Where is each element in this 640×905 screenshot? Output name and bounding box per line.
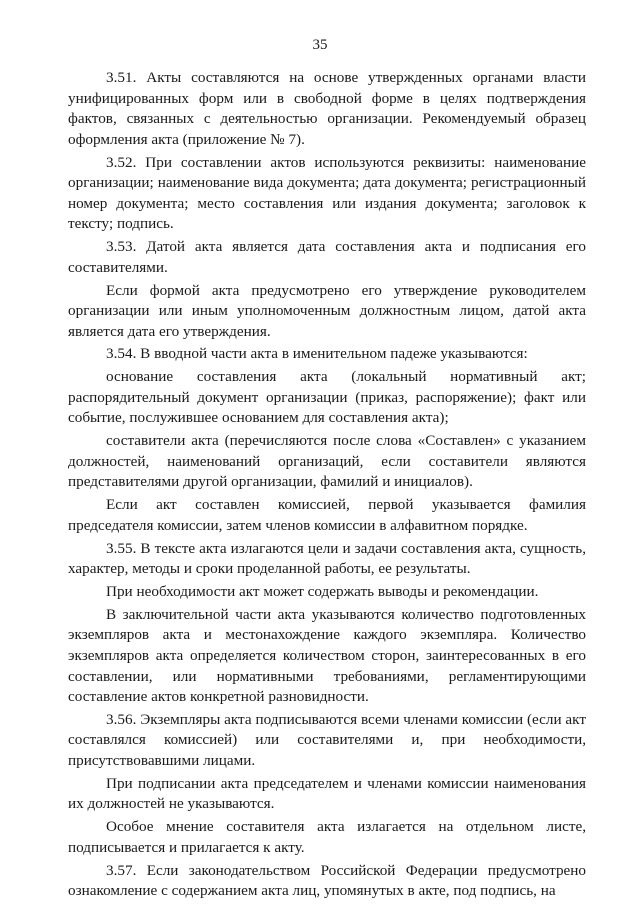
paragraph-3-52: 3.52. При составлении актов используются реквизиты: наименование организации; наименование вида документа; дата документа; регистрационный номер документа; место составления или издания документа; заголовок к тексту; подпись.: [68, 153, 586, 233]
paragraph-3-54: 3.54. В вводной части акта в именительном падеже указываются:: [106, 345, 528, 363]
paragraph-dissent: Особое мнение составителя акта излагается на отдельном листе, подписывается и прилагается к акту.: [68, 818, 586, 856]
paragraph-3-51: 3.51. Акты составляются на основе утвержденных органами власти унифицированных форм или в свободной форме в целях подтверждения фактов, связанных с деятельностью организации. Рекомендуемый образец оформления акта (приложение № 7).: [68, 69, 586, 148]
paragraph-commission: Если акт составлен комиссией, первой указывается фамилия председателя комиссии, затем членов комиссии в алфавитном порядке.: [68, 496, 586, 534]
page-number: 35: [312, 37, 328, 53]
paragraph-basis: основание составления акта (локальный нормативный акт; распорядительный документ организации (приказ, распоряжение); факт или событие, послужившее основанием для составления акта);: [68, 368, 586, 427]
paragraph-signing: При подписании акта председателем и членами комиссии наименования их должностей не указываются.: [68, 774, 586, 813]
paragraph-3-57: 3.57. Если законодательством Российской Федерации предусмотрено ознакомление с содержанием акта лиц, упомянутых в акте, под подпись, на: [68, 861, 586, 900]
paragraph-3-53: 3.53. Датой акта является дата составления акта и подписания его составителями.: [68, 238, 586, 276]
paragraph-3-56: 3.56. Экземпляры акта подписываются всеми членами комиссии (если акт составлялся комиссией) или составителями и, при необходимости, присутствовавшими лицами.: [68, 710, 586, 770]
document-body: [68, 68, 586, 904]
paragraph-final-part: В заключительной части акта указываются количество подготовленных экземпляров акта и местонахождение каждого экземпляра. Количество экземпляров акта определяется количеством сторон, заинтересованных в его составлении, или нормативными требованиями, регламентирующими составление актов конкретной разновидности.: [68, 605, 586, 706]
paragraph-approval-date: Если формой акта предусмотрено его утверждение руководителем организации или иным уполномоченным должностным лицом, датой акта является дата его утверждения.: [68, 281, 586, 340]
paragraph-compilers: составители акта (перечисляются после слова «Составлен» с указанием должностей, наименований организаций, если составители являются представителями другой организации, фамилий и инициалов).: [68, 432, 586, 491]
paragraph-3-55: 3.55. В тексте акта излагаются цели и задачи составления акта, сущность, характер, методы и сроки проделанной работы, ее результаты.: [68, 539, 586, 578]
paragraph-conclusions: При необходимости акт может содержать выводы и рекомендации.: [106, 582, 539, 600]
